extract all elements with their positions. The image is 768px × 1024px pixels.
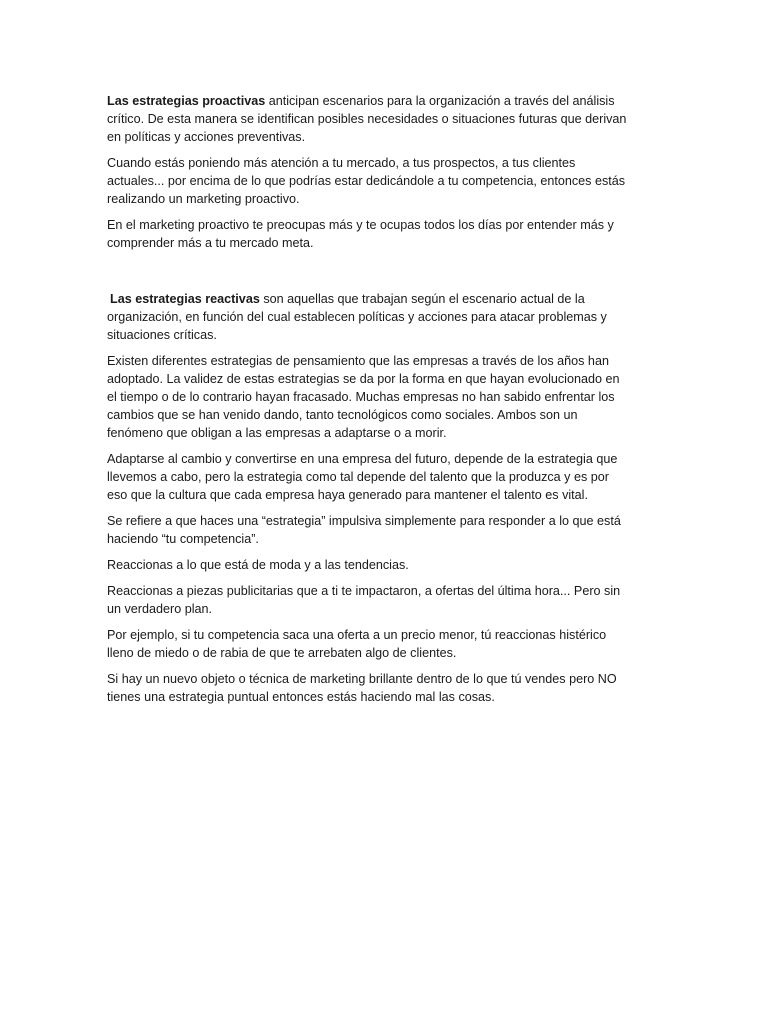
paragraph-text: Reaccionas a piezas publicitarias que a ti te impactaron, a ofertas del última hora... Pero sin un verdadero plan. [107, 584, 621, 616]
paragraph-text: En el marketing proactivo te preocupas más y te ocupas todos los días por entender más y comprender más a tu mercado meta. [107, 218, 614, 250]
paragraph-ads [107, 582, 632, 618]
paragraph-text: son aquellas que trabajan según el escenario actual de la organización, en función del cual establecen políticas y acciones para atacar problemas y situaciones críticas. [107, 292, 607, 342]
paragraph-new-object [107, 670, 632, 706]
paragraph-adapt-change [107, 450, 632, 504]
paragraph-text: Adaptarse al cambio y convertirse en una empresa del futuro, depende de la estrategia que llevemos a cabo, pero la estrategia como tal depende del talento que la produzca y es por eso que la cultura que cada empresa haya generado para mantener el talento es vital. [107, 452, 618, 502]
paragraph-trends [107, 556, 632, 574]
paragraph-text: Existen diferentes estrategias de pensamiento que las empresas a través de los años han adoptado. La validez de estas estrategias se da por la forma en que hayan evolucionado en el tiempo o de lo contrario hayan fracasado. Muchas empresas no han sabido enfrentar los cambios que se han venido dando, tanto tecnológicos como sociales. Ambos son un fenómeno que obligan a las empresas a adaptarse o a morir. [107, 354, 620, 440]
paragraph-proactive-definition [107, 92, 632, 146]
bold-lead-reactive: Las estrategias reactivas [110, 292, 260, 306]
document-page [107, 92, 632, 714]
paragraph-proactive-market [107, 216, 632, 252]
paragraph-impulsive-strategy [107, 512, 632, 548]
paragraph-text: Se refiere a que haces una “estrategia” impulsiva simplemente para responder a lo que está haciendo “tu competencia”. [107, 514, 621, 546]
paragraph-example [107, 626, 632, 662]
paragraph-strategies-history [107, 352, 632, 442]
bold-lead-proactive: Las estrategias proactivas [107, 94, 266, 108]
paragraph-text: Si hay un nuevo objeto o técnica de marketing brillante dentro de lo que tú vendes pero NO tienes una estrategia puntual entonces estás haciendo mal las cosas. [107, 672, 617, 704]
paragraph-proactive-attention [107, 154, 632, 208]
paragraph-text: anticipan escenarios para la organización a través del análisis crítico. De esta manera se identifican posibles necesidades o situaciones futuras que derivan en políticas y acciones preventivas. [107, 94, 627, 144]
paragraph-text: Reaccionas a lo que está de moda y a las tendencias. [107, 558, 409, 572]
paragraph-text: Por ejemplo, si tu competencia saca una oferta a un precio menor, tú reaccionas histérico lleno de miedo o de rabia de que te arrebaten algo de clientes. [107, 628, 607, 660]
paragraph-reactive-definition [107, 290, 632, 344]
paragraph-text: Cuando estás poniendo más atención a tu mercado, a tus prospectos, a tus clientes actuales... por encima de lo que podrías estar dedicándole a tu competencia, entonces estás realizando un marketing proactivo. [107, 156, 626, 206]
